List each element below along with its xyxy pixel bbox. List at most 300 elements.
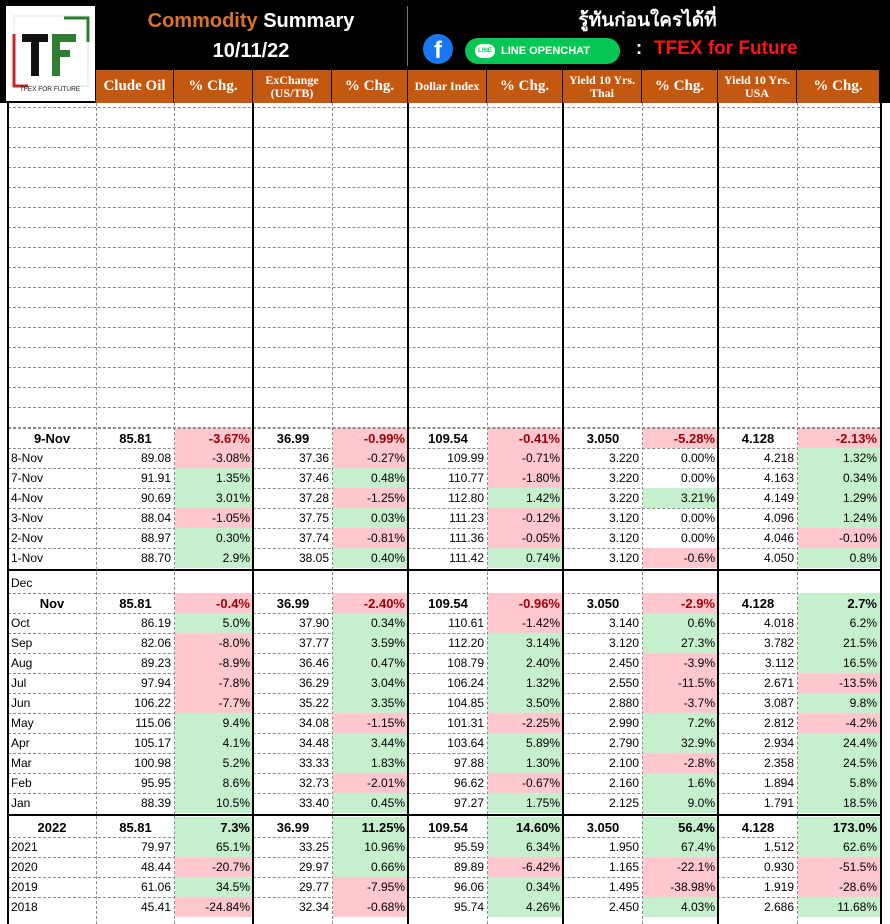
column-header: % Chg. [332, 70, 407, 103]
row-label: 2019 [11, 880, 38, 894]
value-cell: 29.77 [298, 880, 329, 894]
value-cell: 3.050 [586, 430, 620, 446]
pct-change-cell: 62.6% [798, 837, 880, 857]
value-cell: 2.934 [763, 736, 794, 750]
pct-change-cell: 21.5% [798, 633, 880, 653]
value-cell: 109.54 [428, 819, 468, 835]
row-label: 2022 [37, 819, 67, 835]
value-cell: 100.98 [134, 756, 171, 770]
line-openchat-label: LINE OPENCHAT [501, 45, 591, 57]
pct-change-cell: 2.9% [175, 548, 253, 568]
value-cell: 88.97 [140, 531, 171, 545]
pct-change-cell: 10.5% [175, 793, 253, 813]
pct-change-cell: -1.15% [333, 713, 408, 733]
value-cell: 4.128 [741, 595, 775, 611]
pct-change-cell: 1.35% [175, 468, 253, 488]
pct-change-cell: 0.34% [488, 877, 563, 897]
value-cell: 37.46 [298, 471, 329, 485]
grid-line [8, 167, 880, 168]
value-cell: 33.33 [298, 756, 329, 770]
pct-change-cell: -1.42% [488, 613, 563, 633]
value-cell: 106.24 [447, 676, 484, 690]
value-cell: 101.31 [447, 716, 484, 730]
pct-change-cell: -3.67% [175, 428, 253, 448]
row-label: Jul [11, 676, 27, 690]
pct-change-cell: 9.4% [175, 713, 253, 733]
pct-change-cell: 67.4% [643, 837, 718, 857]
value-cell: 3.120 [608, 636, 639, 650]
value-cell: 95.59 [453, 840, 484, 854]
pct-change-cell: 4.26% [488, 897, 563, 917]
row-label: Apr [11, 736, 30, 750]
value-cell: 3.120 [608, 511, 639, 525]
value-cell: 110.61 [448, 616, 484, 630]
pct-change-cell: 3.21% [643, 488, 718, 508]
row-label: Mar [11, 756, 32, 770]
value-cell: 48.44 [140, 860, 171, 874]
grid-line [880, 103, 882, 924]
value-cell: 45.41 [140, 900, 171, 914]
row-label: Jan [11, 796, 31, 810]
row-label: Nov [39, 595, 65, 611]
grid-line [8, 187, 880, 188]
value-cell: 36.99 [276, 819, 310, 835]
value-cell: 2.812 [763, 716, 794, 730]
pct-change-cell: -2.13% [798, 428, 880, 448]
row-label: 7-Nov [11, 471, 44, 485]
row-label: Feb [11, 776, 32, 790]
value-cell: 1.495 [608, 880, 639, 894]
value-cell: 103.64 [447, 736, 484, 750]
value-cell: 97.94 [140, 676, 171, 690]
value-cell: 4.128 [741, 819, 775, 835]
value-cell: 109.99 [447, 451, 484, 465]
pct-change-cell: 0.47% [333, 653, 408, 673]
row-label: Oct [11, 616, 30, 630]
pct-change-cell: 0.00% [680, 471, 715, 485]
row-label: Dec [11, 576, 33, 590]
pct-change-cell: 0.8% [798, 548, 880, 568]
value-cell: 4.218 [763, 451, 794, 465]
value-cell: 4.128 [741, 430, 775, 446]
title-word-summary: Summary [263, 10, 355, 32]
value-cell: 3.050 [586, 819, 620, 835]
pct-change-cell: -3.9% [643, 653, 718, 673]
pct-change-cell: 18.5% [798, 793, 880, 813]
value-cell: 82.06 [140, 636, 171, 650]
pct-change-cell: 10.96% [333, 837, 408, 857]
grid-line [174, 103, 175, 924]
value-cell: 109.54 [428, 430, 468, 446]
pct-change-cell: -0.68% [333, 897, 408, 917]
pct-change-cell: 11.68% [798, 897, 880, 917]
value-cell: 97.88 [453, 756, 484, 770]
pct-change-cell: 6.2% [798, 613, 880, 633]
pct-change-cell: 65.1% [175, 837, 253, 857]
pct-change-cell: -5.28% [643, 428, 718, 448]
pct-change-cell: -2.9% [643, 593, 718, 613]
thai-tagline: รู้ทันก่อนใครได้ที่ [578, 10, 717, 31]
value-cell: 36.29 [298, 676, 329, 690]
value-cell: 112.80 [448, 491, 484, 505]
pct-change-cell: -20.7% [175, 857, 253, 877]
value-cell: 36.46 [298, 656, 329, 670]
column-header: Clude Oil [96, 70, 173, 103]
grid-line [8, 367, 880, 368]
value-cell: 3.782 [763, 636, 794, 650]
row-label: 4-Nov [11, 491, 44, 505]
grid-line [8, 147, 880, 148]
value-cell: 35.22 [298, 696, 329, 710]
value-cell: 37.74 [298, 531, 329, 545]
pct-change-cell: 2.7% [798, 593, 880, 613]
pct-change-cell: 3.59% [333, 633, 408, 653]
pct-change-cell: 24.4% [798, 733, 880, 753]
pct-change-cell: -0.05% [488, 528, 563, 548]
value-cell: 37.75 [298, 511, 329, 525]
value-cell: 4.149 [763, 491, 794, 505]
value-cell: 2.880 [608, 696, 639, 710]
value-cell: 4.018 [763, 616, 794, 630]
pct-change-cell: 0.34% [798, 468, 880, 488]
row-label: 9-Nov [33, 430, 71, 446]
value-cell: 96.06 [453, 880, 484, 894]
group-name[interactable]: TFEX for Future [654, 38, 798, 59]
value-cell: 38.05 [298, 551, 329, 565]
grid-line [8, 127, 880, 128]
pct-change-cell: -13.5% [798, 673, 880, 693]
value-cell: 2.125 [608, 796, 639, 810]
pct-change-cell: 0.00% [680, 511, 715, 525]
grid-line [252, 103, 254, 924]
header-colon: : [635, 38, 643, 59]
pct-change-cell: -2.40% [333, 593, 408, 613]
grid-line [562, 103, 564, 924]
value-cell: 111.42 [449, 551, 484, 565]
value-cell: 4.050 [763, 551, 794, 565]
pct-change-cell: 3.14% [488, 633, 563, 653]
pct-change-cell: -7.95% [333, 877, 408, 897]
value-cell: 95.74 [453, 900, 484, 914]
pct-change-cell: 6.34% [488, 837, 563, 857]
grid-line [8, 407, 880, 408]
pct-change-cell: 0.34% [333, 613, 408, 633]
pct-change-cell: 8.6% [175, 773, 253, 793]
pct-change-cell: 3.35% [333, 693, 408, 713]
grid-line [8, 387, 880, 388]
grid-line [8, 814, 880, 816]
facebook-icon[interactable]: f [423, 34, 453, 64]
pct-change-cell: 173.0% [798, 817, 880, 837]
grid-line [8, 569, 880, 571]
value-cell: 111.36 [449, 531, 484, 545]
grid-line [8, 428, 880, 429]
column-header: % Chg. [487, 70, 562, 103]
value-cell: 3.140 [608, 616, 639, 630]
value-cell: 110.77 [448, 471, 484, 485]
pct-change-cell: -6.42% [488, 857, 563, 877]
pct-change-cell: 32.9% [643, 733, 718, 753]
value-cell: 85.81 [119, 430, 152, 446]
row-label: 2018 [11, 900, 38, 914]
grid-line [8, 227, 880, 228]
value-cell: 2.450 [608, 900, 639, 914]
value-cell: 89.08 [140, 451, 171, 465]
pct-change-cell: 0.30% [175, 528, 253, 548]
pct-change-cell: 1.32% [488, 673, 563, 693]
pct-change-cell: 3.44% [333, 733, 408, 753]
pct-change-cell: 7.3% [175, 817, 253, 837]
pct-change-cell: -3.08% [175, 448, 253, 468]
value-cell: 34.08 [298, 716, 329, 730]
pct-change-cell: 0.00% [680, 531, 715, 545]
row-label: Sep [11, 636, 33, 650]
pct-change-cell: 1.29% [798, 488, 880, 508]
value-cell: 108.79 [447, 656, 484, 670]
pct-change-cell: 0.03% [333, 508, 408, 528]
value-cell: 37.36 [298, 451, 329, 465]
pct-change-cell: 11.25% [333, 817, 408, 837]
value-cell: 79.97 [140, 840, 171, 854]
pct-change-cell: -2.25% [488, 713, 563, 733]
pct-change-cell: 0.66% [333, 857, 408, 877]
value-cell: 109.54 [428, 595, 468, 611]
value-cell: 4.163 [763, 471, 794, 485]
pct-change-cell: 2.40% [488, 653, 563, 673]
pct-change-cell: 9.0% [643, 793, 718, 813]
column-header: % Chg. [797, 70, 879, 103]
pct-change-cell: -24.84% [175, 897, 253, 917]
pct-change-cell: -1.05% [175, 508, 253, 528]
grid-line [8, 327, 880, 328]
value-cell: 3.220 [608, 451, 639, 465]
pct-change-cell: 0.48% [333, 468, 408, 488]
value-cell: 1.512 [763, 840, 794, 854]
pct-change-cell: -11.5% [643, 673, 718, 693]
column-header: Yield 10 Yrs. USA [718, 70, 796, 103]
column-header: Yield 10 Yrs. Thai [563, 70, 641, 103]
value-cell: 90.69 [140, 491, 171, 505]
value-cell: 2.100 [608, 756, 639, 770]
value-cell: 36.99 [276, 595, 310, 611]
value-cell: 3.112 [764, 656, 794, 670]
value-cell: 37.28 [298, 491, 329, 505]
value-cell: 1.791 [763, 796, 794, 810]
column-header: % Chg. [642, 70, 717, 103]
grid-line [8, 307, 880, 308]
value-cell: 3.220 [608, 491, 639, 505]
pct-change-cell: -0.10% [798, 528, 880, 548]
pct-change-cell: 0.45% [333, 793, 408, 813]
value-cell: 104.85 [447, 696, 484, 710]
pct-change-cell: -0.41% [488, 428, 563, 448]
pct-change-cell: 5.0% [175, 613, 253, 633]
pct-change-cell: 4.1% [175, 733, 253, 753]
pct-change-cell: -0.71% [488, 448, 563, 468]
grid-line [487, 103, 488, 924]
value-cell: 88.04 [140, 511, 171, 525]
row-label: 1-Nov [11, 551, 44, 565]
pct-change-cell: -0.96% [488, 593, 563, 613]
pct-change-cell: -1.80% [488, 468, 563, 488]
value-cell: 2.686 [763, 900, 794, 914]
pct-change-cell: 0.00% [680, 451, 715, 465]
value-cell: 88.39 [140, 796, 171, 810]
pct-change-cell: 1.42% [488, 488, 563, 508]
pct-change-cell: 1.32% [798, 448, 880, 468]
grid-line [717, 103, 719, 924]
pct-change-cell: 3.04% [333, 673, 408, 693]
value-cell: 61.06 [140, 880, 171, 894]
pct-change-cell: 7.2% [643, 713, 718, 733]
value-cell: 1.950 [608, 840, 639, 854]
value-cell: 2.990 [608, 716, 639, 730]
value-cell: 85.81 [119, 595, 152, 611]
value-cell: 2.160 [608, 776, 639, 790]
value-cell: 3.220 [608, 471, 639, 485]
pct-change-cell: -1.25% [333, 488, 408, 508]
pct-change-cell: 5.89% [488, 733, 563, 753]
value-cell: 112.20 [448, 636, 484, 650]
pct-change-cell: -28.6% [798, 877, 880, 897]
pct-change-cell: 4.03% [643, 897, 718, 917]
value-cell: 4.096 [763, 511, 794, 525]
pct-change-cell: -0.99% [333, 428, 408, 448]
grid-line [8, 107, 880, 108]
grid-line [8, 287, 880, 288]
grid-line [7, 103, 9, 924]
pct-change-cell: -7.8% [175, 673, 253, 693]
row-label: Aug [11, 656, 33, 670]
report-date: 10/11/22 [212, 40, 290, 62]
pct-change-cell: 0.6% [643, 613, 718, 633]
title-word-commodity: Commodity [147, 10, 258, 32]
pct-change-cell: 3.50% [488, 693, 563, 713]
grid-line [8, 267, 880, 268]
grid-line [96, 103, 97, 924]
grid-line [8, 247, 880, 248]
value-cell: 32.73 [298, 776, 329, 790]
value-cell: 86.19 [140, 616, 171, 630]
pct-change-cell: 27.3% [643, 633, 718, 653]
pct-change-cell: 1.75% [488, 793, 563, 813]
pct-change-cell: 16.5% [798, 653, 880, 673]
value-cell: 0.930 [763, 860, 794, 874]
grid-line [797, 103, 798, 924]
value-cell: 111.23 [449, 511, 484, 525]
row-label: 2020 [11, 860, 38, 874]
pct-change-cell: 14.60% [488, 817, 563, 837]
pct-change-cell: -0.4% [175, 593, 253, 613]
value-cell: 95.95 [140, 776, 171, 790]
pct-change-cell: 1.24% [798, 508, 880, 528]
pct-change-cell: -0.81% [333, 528, 408, 548]
value-cell: 3.120 [608, 531, 639, 545]
pct-change-cell: -22.1% [643, 857, 718, 877]
row-label: 2-Nov [11, 531, 44, 545]
pct-change-cell: -3.7% [643, 693, 718, 713]
value-cell: 106.22 [134, 696, 171, 710]
grid-line [332, 103, 333, 924]
value-cell: 89.23 [140, 656, 171, 670]
grid-line [407, 103, 409, 924]
pct-change-cell: -4.2% [798, 713, 880, 733]
grid-line [8, 347, 880, 348]
pct-change-cell: 9.8% [798, 693, 880, 713]
pct-change-cell: 5.2% [175, 753, 253, 773]
pct-change-cell: -8.0% [175, 633, 253, 653]
value-cell: 37.90 [298, 616, 329, 630]
pct-change-cell: 0.40% [333, 548, 408, 568]
pct-change-cell: -0.12% [488, 508, 563, 528]
pct-change-cell: -2.01% [333, 773, 408, 793]
pct-change-cell: 5.8% [798, 773, 880, 793]
pct-change-cell: 0.74% [488, 548, 563, 568]
value-cell: 2.790 [608, 736, 639, 750]
row-label: 3-Nov [11, 511, 44, 525]
pct-change-cell: -2.8% [643, 753, 718, 773]
pct-change-cell: -51.5% [798, 857, 880, 877]
pct-change-cell: -38.98% [643, 877, 718, 897]
grid-line [8, 207, 880, 208]
value-cell: 88.70 [140, 551, 171, 565]
row-label: Jun [11, 696, 31, 710]
column-header: % Chg. [174, 70, 252, 103]
svg-text:TFEX FOR FUTURE: TFEX FOR FUTURE [19, 86, 81, 93]
pct-change-cell: 1.6% [643, 773, 718, 793]
value-cell: 1.919 [763, 880, 794, 894]
value-cell: 32.34 [298, 900, 329, 914]
value-cell: 37.77 [298, 636, 329, 650]
value-cell: 33.25 [298, 840, 329, 854]
value-cell: 4.046 [763, 531, 794, 545]
pct-change-cell: 3.01% [175, 488, 253, 508]
row-label: 8-Nov [11, 451, 44, 465]
line-icon: LINE [475, 44, 495, 58]
value-cell: 2.450 [608, 656, 639, 670]
value-cell: 2.550 [608, 676, 639, 690]
value-cell: 36.99 [276, 430, 310, 446]
value-cell: 2.358 [763, 756, 794, 770]
value-cell: 96.62 [453, 776, 484, 790]
value-cell: 89.89 [453, 860, 484, 874]
pct-change-cell: 34.5% [175, 877, 253, 897]
value-cell: 1.165 [608, 860, 639, 874]
pct-change-cell: -0.67% [488, 773, 563, 793]
pct-change-cell: 1.30% [488, 753, 563, 773]
value-cell: 91.91 [140, 471, 171, 485]
column-header: Dollar Index [408, 70, 486, 103]
grid-line [642, 103, 643, 924]
value-cell: 3.120 [608, 551, 639, 565]
pct-change-cell: 24.5% [798, 753, 880, 773]
pct-change-cell: 1.83% [333, 753, 408, 773]
value-cell: 97.27 [453, 796, 484, 810]
row-label: 2021 [11, 840, 38, 854]
column-header: ExChange (US/TB) [253, 70, 331, 103]
pct-change-cell: -8.9% [175, 653, 253, 673]
pct-change-cell: -0.6% [643, 548, 718, 568]
value-cell: 1.894 [763, 776, 794, 790]
pct-change-cell: -7.7% [175, 693, 253, 713]
value-cell: 105.17 [134, 736, 171, 750]
value-cell: 115.06 [135, 716, 171, 730]
pct-change-cell: 56.4% [643, 817, 718, 837]
pct-change-cell: -0.27% [333, 448, 408, 468]
value-cell: 34.48 [298, 736, 329, 750]
row-label: May [11, 716, 34, 730]
value-cell: 33.40 [298, 796, 329, 810]
